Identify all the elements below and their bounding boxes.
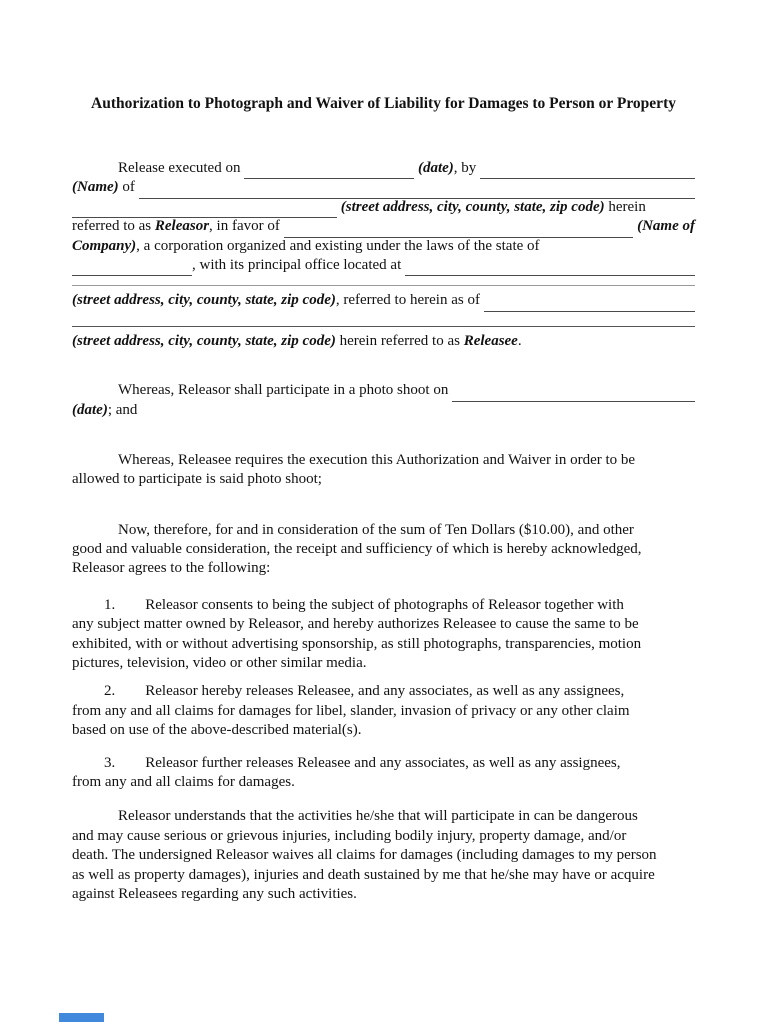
text-line	[72, 317, 695, 327]
text-line	[72, 703, 695, 722]
text-run: against Releasees regarding any such activities.	[72, 885, 357, 902]
bottom-accent-bar	[59, 1013, 104, 1022]
text-run: , a corporation organized and existing under the laws of the state of	[136, 237, 540, 254]
text-run: ; and	[107, 401, 138, 418]
text-run: (date)	[417, 160, 454, 176]
paragraph-clause-3	[72, 755, 695, 794]
text-run: , by	[453, 160, 481, 176]
text-run: Now, therefore, for and in consideration of the sum of Ten Dollars ($10.00), and other	[118, 521, 634, 538]
text-line	[72, 257, 695, 276]
releasor-address-field[interactable]	[139, 183, 695, 199]
text-line	[72, 160, 695, 179]
text-run: (Name)	[72, 179, 119, 196]
text-line	[72, 218, 695, 237]
paragraph-whereas-photo-shoot	[72, 382, 695, 421]
text-run: herein	[604, 198, 646, 215]
text-line	[72, 755, 695, 774]
text-run: Company)	[72, 237, 137, 254]
company-name-field[interactable]	[284, 222, 634, 238]
text-line	[72, 560, 695, 579]
paragraph-clause-1	[72, 597, 695, 675]
text-line	[72, 847, 695, 866]
text-line	[72, 276, 695, 286]
text-run: (street address, city, county, state, zip code)	[72, 332, 336, 349]
paragraph-whereas-execution	[72, 452, 695, 491]
principal-office-field[interactable]	[405, 260, 695, 276]
text-run: Releasor hereby releases Releasee, and any associates, as well as any assignees,	[145, 683, 625, 700]
text-run: death. The undersigned Releasor waives all claims for damages (including damages to my person	[72, 847, 657, 864]
text-run: (street address, city, county, state, zip code)	[72, 292, 336, 309]
text-line	[72, 382, 695, 401]
releasee-address-field[interactable]	[72, 318, 695, 327]
text-line	[72, 333, 695, 352]
photo-shoot-date-field[interactable]	[452, 386, 695, 402]
text-run: from any and all claims for damages.	[72, 773, 295, 790]
text-run: any subject matter owned by Releasor, and hereby authorizes Releasee to cause the same to be	[72, 616, 639, 633]
text-run: (date)	[72, 401, 108, 418]
paragraph-release-executed	[72, 160, 695, 276]
text-line	[72, 597, 695, 616]
text-line	[72, 655, 695, 674]
text-line	[72, 828, 695, 847]
paragraph-releasee-address	[72, 317, 695, 352]
text-line	[72, 683, 695, 702]
text-run: Releasor understands that the activities he/she that will participate in can be dangerous	[118, 808, 638, 825]
text-run: Releasor agrees to the following:	[72, 560, 271, 577]
document-title: Authorization to Photograph and Waiver of Liability for Damages to Person or Property	[91, 95, 676, 112]
text-run: 1.	[104, 596, 116, 613]
text-line	[72, 402, 695, 421]
text-line	[72, 886, 695, 905]
text-run: referred to as	[72, 218, 155, 235]
text-run: .	[517, 332, 522, 349]
text-line	[72, 867, 695, 886]
releasor-name-field[interactable]	[480, 163, 695, 179]
text-run: exhibited, with or without advertising sponsorship, as still photographs, transparencies, motion	[72, 635, 642, 652]
text-line	[72, 636, 695, 655]
text-run: good and valuable consideration, the receipt and sufficiency of which is hereby acknowledged,	[72, 541, 642, 558]
text-line	[72, 616, 695, 635]
text-run: Release executed on	[118, 160, 245, 176]
text-run: Whereas, Releasee requires the execution this Authorization and Waiver in order to be	[118, 451, 636, 468]
text-run: 2.	[104, 683, 116, 700]
text-line	[72, 471, 695, 490]
text-run: Releasor further releases Releasee and any associates, as well as any assignees,	[145, 754, 621, 771]
text-line	[72, 179, 695, 198]
text-run: pictures, television, video or other similar media.	[72, 655, 367, 672]
text-run: , in favor of	[209, 218, 284, 235]
state-field[interactable]	[72, 260, 192, 276]
text-run: , referred to herein as of	[335, 292, 484, 309]
release-date-field[interactable]	[244, 163, 414, 179]
text-run: and may cause serious or grievous injuries, including bodily injury, property damage, and/or	[72, 827, 627, 844]
text-line	[72, 808, 695, 827]
paragraph-acknowledgment	[72, 808, 695, 905]
text-run: (street address, city, county, state, zip code)	[340, 198, 605, 215]
text-run: of	[118, 179, 139, 196]
text-run: from any and all claims for damages for libel, slander, invasion of privacy or any other claim	[72, 702, 630, 719]
releasor-address-continued-field[interactable]	[72, 202, 337, 218]
paragraph-clause-2	[72, 683, 695, 741]
text-run: 3.	[104, 754, 116, 771]
releasee-reference-field[interactable]	[484, 296, 695, 312]
text-line	[72, 541, 695, 560]
text-run: Releasor	[154, 218, 210, 235]
text-line	[72, 774, 695, 793]
text-run: as well as property damages), injuries and death sustained by me that he/she may have or acquire	[72, 866, 655, 883]
text-line	[72, 522, 695, 541]
paragraphs-container	[72, 160, 695, 905]
text-run: Releasee	[463, 332, 518, 349]
text-run: based on use of the above-described material(s).	[72, 722, 362, 739]
text-line	[72, 199, 695, 218]
principal-office-continued-field[interactable]	[72, 277, 695, 286]
text-run: Whereas, Releasor shall participate in a photo shoot on	[118, 382, 453, 399]
text-line	[72, 452, 695, 471]
text-run: Releasor consents to being the subject of photographs of Releasor together with	[145, 596, 624, 613]
text-line	[72, 722, 695, 741]
text-run: , with its principal office located at	[192, 256, 405, 273]
paragraph-consideration	[72, 522, 695, 580]
text-run: herein referred to as	[335, 332, 464, 349]
text-line	[72, 292, 695, 311]
text-line	[72, 238, 695, 257]
text-run: (Name of	[637, 218, 695, 235]
paragraph-releasee-reference	[72, 276, 695, 311]
text-run: allowed to participate is said photo shoot;	[72, 471, 322, 488]
